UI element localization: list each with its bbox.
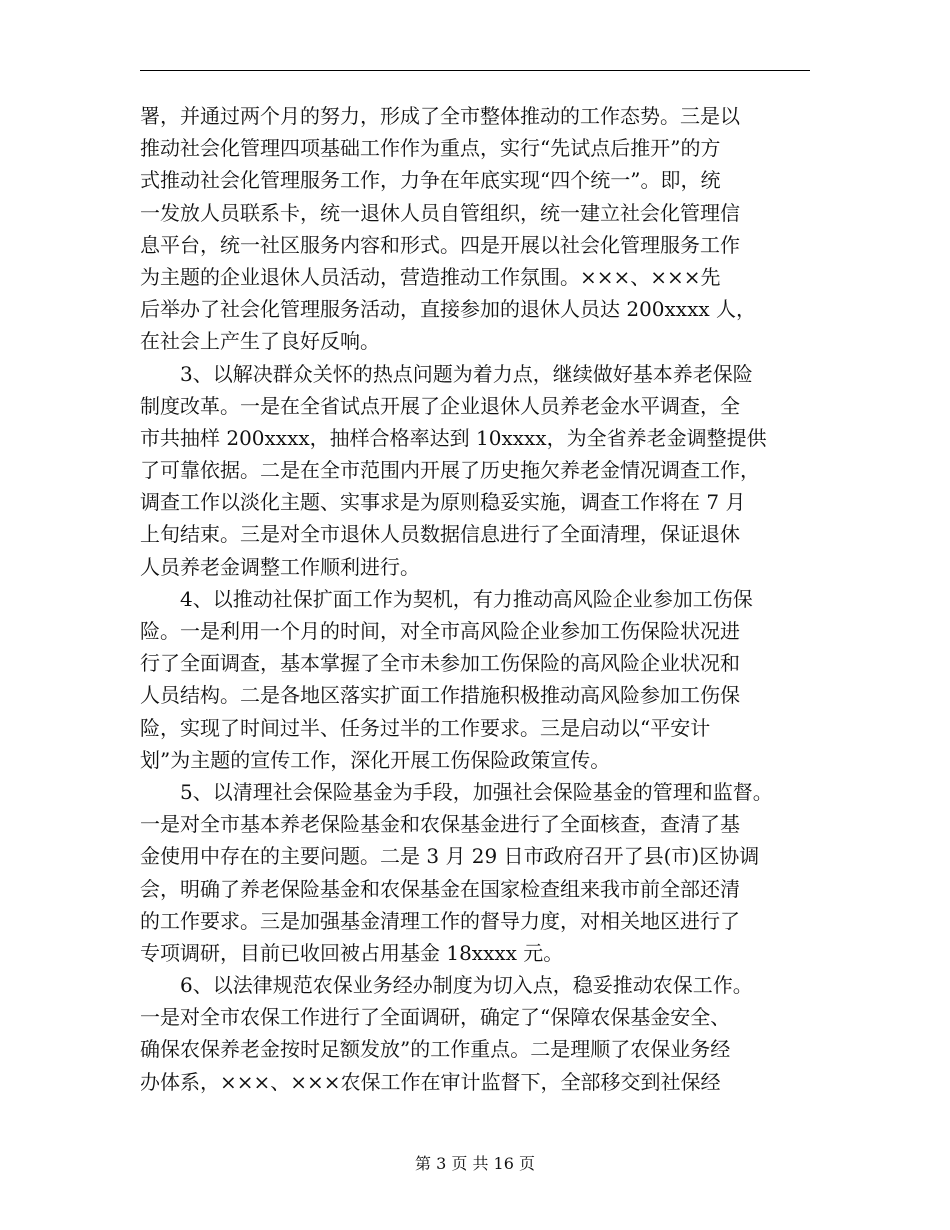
text-line: 人员养老金调整工作顺利进行。 (140, 554, 420, 579)
text-line: 行了全面调查，基本掌握了全市未参加工伤保险的高风险企业状况和 (140, 651, 740, 676)
text-line: 金使用中存在的主要问题。二是 3 月 29 日市政府召开了县(市)区协调 (140, 844, 760, 869)
text-line: 推动社会化管理四项基础工作作为重点，实行“先试点后推开”的方 (140, 136, 721, 161)
header-rule (140, 70, 810, 71)
text-line: 险，实现了时间过半、任务过半的工作要求。三是启动以“平安计 (140, 715, 711, 740)
text-line: 调查工作以淡化主题、实事求是为原则稳妥实施，调查工作将在 7 月 (140, 490, 746, 515)
text-line: 一是对全市农保工作进行了全面调研，确定了“保障农保基金安全、 (140, 1005, 731, 1030)
text-line: 式推动社会化管理服务工作，力争在年底实现“四个统一”。即，统 (140, 168, 721, 193)
paragraph-start-line: 6、以法律规范农保业务经办制度为切入点，稳妥推动农保工作。 (180, 973, 753, 998)
text-line: 后举办了社会化管理服务活动，直接参加的退休人员达 200xxxx 人， (140, 297, 757, 322)
text-line: 在社会上产生了良好反响。 (140, 329, 380, 354)
text-line: 了可靠依据。二是在全市范围内开展了历史拖欠养老金情况调查工作， (140, 458, 760, 483)
text-line: 市共抽样 200xxxx，抽样合格率达到 10xxxx，为全省养老金调整提供 (140, 425, 767, 450)
text-line: 一是对全市基本养老保险基金和农保基金进行了全面核查，查清了基 (140, 812, 740, 837)
text-line: 确保农保养老金按时足额发放”的工作重点。二是理顺了农保业务经 (140, 1037, 731, 1062)
text-line: 署，并通过两个月的努力，形成了全市整体推动的工作态势。三是以 (140, 104, 740, 128)
text-line: 为主题的企业退休人员活动，营造推动工作氛围。×××、×××先 (140, 264, 721, 289)
text-line: 专项调研，目前已收回被占用基金 18xxxx 元。 (140, 940, 564, 965)
text-line: 的工作要求。三是加强基金清理工作的督导力度，对相关地区进行了 (140, 908, 740, 933)
paragraph-start-line: 3、以解决群众关怀的热点问题为着力点，继续做好基本养老保险 (180, 361, 753, 386)
text-line: 划”为主题的宣传工作，深化开展工伤保险政策宣传。 (140, 747, 611, 772)
text-line: 制度改革。一是在全省试点开展了企业退休人员养老金水平调查，全 (140, 393, 740, 418)
text-line: 办体系，×××、×××农保工作在审计监督下，全部移交到社保经 (140, 1069, 721, 1094)
page-number-footer: 第 3 页 共 16 页 (415, 1154, 535, 1173)
text-line: 息平台，统一社区服务内容和形式。四是开展以社会化管理服务工作 (140, 232, 740, 257)
paragraph-start-line: 4、以推动社保扩面工作为契机，有力推动高风险企业参加工伤保 (180, 586, 753, 611)
text-line: 上旬结束。三是对全市退休人员数据信息进行了全面清理，保证退休 (140, 522, 740, 547)
text-line: 一发放人员联系卡，统一退休人员自管组织，统一建立社会化管理信 (140, 200, 740, 225)
paragraph-start-line: 5、以清理社会保险基金为手段，加强社会保险基金的管理和监督。 (180, 779, 773, 804)
text-line: 人员结构。二是各地区落实扩面工作措施积极推动高风险参加工伤保 (140, 683, 740, 708)
text-line: 会，明确了养老保险基金和农保基金在国家检查组来我市前全部还清 (140, 876, 740, 901)
text-line: 险。一是利用一个月的时间，对全市高风险企业参加工伤保险状况进 (140, 619, 740, 643)
document-body (140, 100, 810, 1098)
